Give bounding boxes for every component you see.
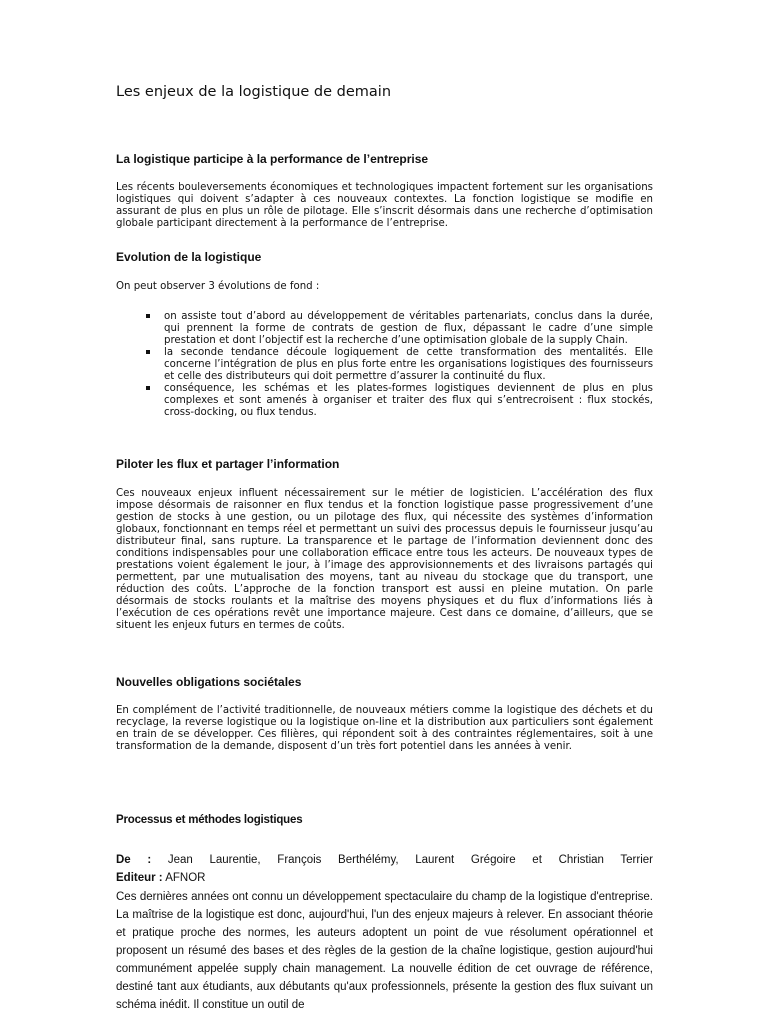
bullet-square-icon xyxy=(146,314,150,318)
evolution-bullet-list xyxy=(144,311,653,419)
list-item: la seconde tendance découle logiquement de cette transformation des mentalités. Elle concerne l’intégration de plus en plus forte entre les organisations logistiques des fournisseurs et celle des distributeurs qui doit permettre d’assurer la continuité du flux. xyxy=(144,347,653,383)
book-title: Processus et méthodes logistiques xyxy=(116,814,303,826)
section-heading-performance: La logistique participe à la performance de l’entreprise xyxy=(116,152,429,166)
section-heading-evolution: Evolution de la logistique xyxy=(116,250,262,264)
book-publisher: AFNOR xyxy=(165,872,206,884)
book-description: Ces dernières années ont connu un développement spectaculaire du champ de la logistique d'entreprise. La maîtrise de la logistique est donc, aujourd'hui, l'un des enjeux majeurs à relever. En associant théorie et pratique proche des normes, les auteurs adoptent un point de vue résolument opérationnel et proposent un résumé des bases et des règles de la gestion de la chaîne logistique, gestion aujourd'hui communément appelée supply chain management. La nouvelle édition de cet ouvrage de référence, destiné tant aux étudiants, aux débutants qu'aux professionnels, présente la gestion des flux suivant un schéma inédit. Il constitue un outil de xyxy=(116,891,653,1011)
publisher-label: Editeur : xyxy=(116,872,163,884)
section-heading-flux: Piloter les flux et partager l’information xyxy=(116,457,340,471)
section-paragraph-performance: Les récents bouleversements économiques et technologiques impactent fortement sur les organisations logistiques qui doivent s’adapter à ces nouveaux contextes. La fonction logistique se modifie en assurant de plus en plus un rôle de pilotage. Elle s’inscrit désormais dans une recherche d’optimisation globale participant directement à la performance de l’entreprise. xyxy=(116,182,653,229)
book-authors-line xyxy=(116,853,653,867)
bullet-square-icon xyxy=(146,386,150,390)
book-publisher-line xyxy=(116,871,205,885)
list-item: on assiste tout d’abord au développement de véritables partenariats, conclus dans la durée, qui prennent la forme de contrats de gestion de flux, dépassant le cadre d’une simple prestation et dont l’objectif est la recherche d’une optimisation globale de la supply Chain. xyxy=(144,311,653,347)
book-authors: Jean Laurentie, François Berthélémy, Laurent Grégoire et Christian Terrier xyxy=(167,854,653,866)
bullet-square-icon xyxy=(146,350,150,354)
list-item: conséquence, les schémas et les plates-formes logistiques deviennent de plus en plus complexes et sont amenés à organiser et traiter des flux qui s’entrecroisent : flux stockés, cross-docking, ou flux tendus. xyxy=(144,383,653,419)
section-paragraph-obligations: En complément de l’activité traditionnelle, de nouveaux métiers comme la logistique des déchets et du recyclage, la reverse logistique ou la logistique on-line et la distribution aux particuliers sont également en train de se développer. Ces filières, qui répondent soit à des contraintes réglementaires, soit à une transformation de la demande, disposent d’un très fort potentiel dans les années à venir. xyxy=(116,705,653,752)
evolution-intro: On peut observer 3 évolutions de fond : xyxy=(116,281,320,292)
section-heading-obligations: Nouvelles obligations sociétales xyxy=(116,675,302,689)
section-paragraph-flux: Ces nouveaux enjeux influent nécessairement sur le métier de logisticien. L’accélération des flux impose désormais de raisonner en flux tendus et la fonction logistique passe progressivement d’une gestion de stocks à une gestion, ou un pilotage des flux, qui nécessite des systèmes d’information globaux, fonctionnant en temps réel et permettant un suivi des processus depuis le fournisseur jusqu’au distributeur final, sans rupture. La transparence et le partage de l’information deviennent donc des conditions indispensables pour une collaboration efficace entre tous les acteurs. De nouveaux types de prestations voient également le jour, à l’image des approvisionnements et des livraisons partagés qui permettent, par une mutualisation des moyens, tant au niveau du stockage que du transport, une réduction des coûts. L’approche de la fonction transport est aussi en pleine mutation. On parle désormais de stocks roulants et la maîtrise des moyens physiques et du flux d’informations liés à l’exécution de ces opérations revêt une importance majeure. Cest dans ce domaine, d’ailleurs, que se situent les enjeux futurs en termes de coûts. xyxy=(116,488,653,631)
authors-label: De : xyxy=(116,854,152,866)
document-title: Les enjeux de la logistique de demain xyxy=(116,84,392,100)
